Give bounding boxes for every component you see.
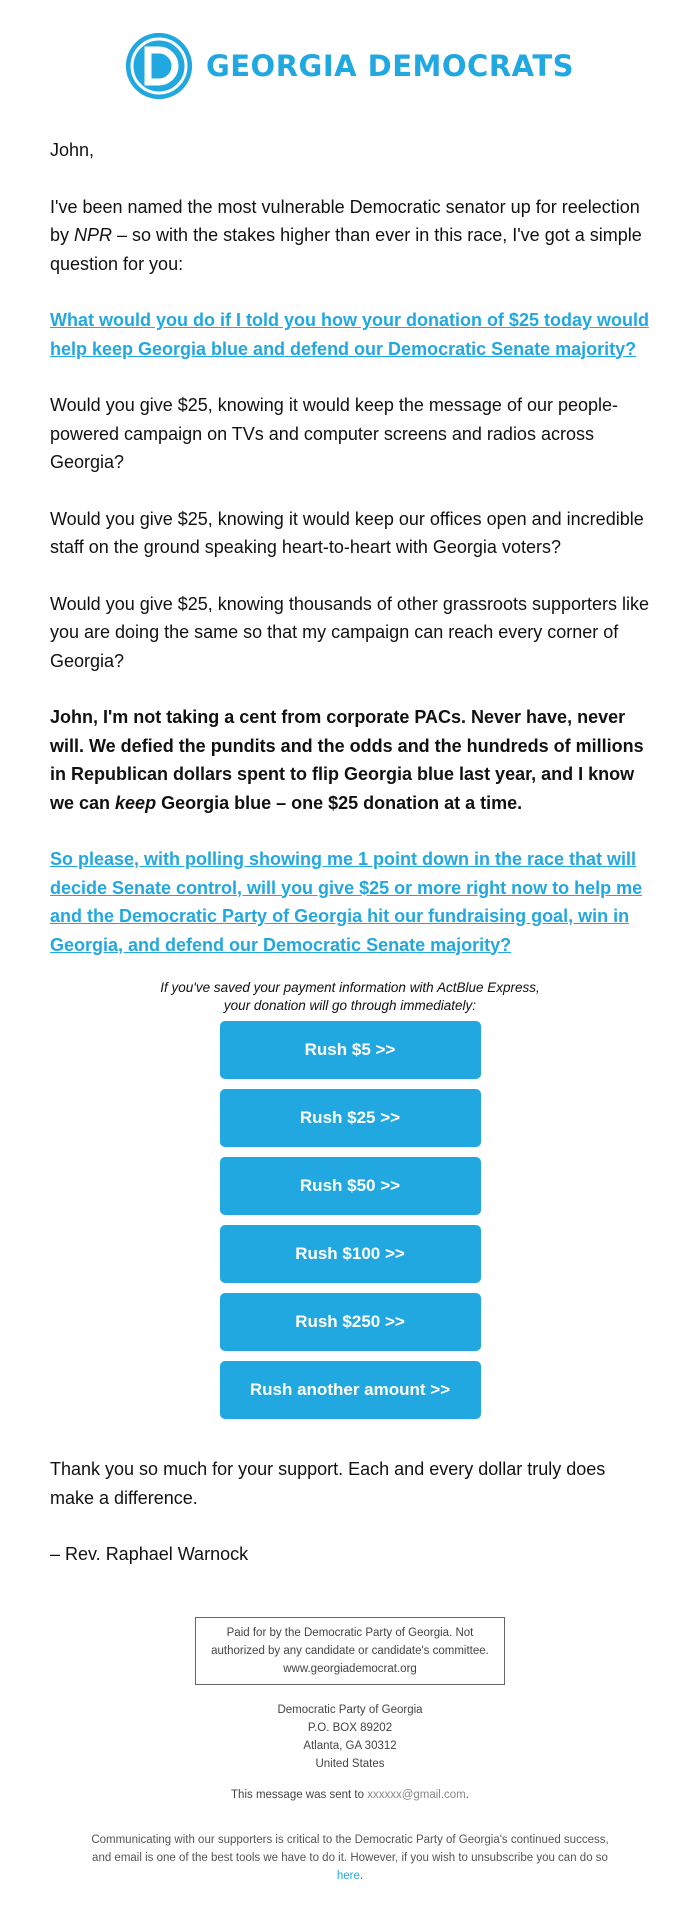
- rush-250-button[interactable]: Rush $250 >>: [220, 1293, 481, 1351]
- paid-for-disclaimer: Paid for by the Democratic Party of Georgia. Not authorized by any candidate or candidate's committee. www.georgiademocrat.org: [195, 1617, 505, 1685]
- email-header: [0, 0, 700, 136]
- rush-50-button[interactable]: Rush $50 >>: [220, 1157, 481, 1215]
- recipient-email: xxxxxx@gmail.com: [367, 1788, 466, 1801]
- keep-text: keep: [115, 792, 157, 813]
- rush-100-button[interactable]: Rush $100 >>: [220, 1225, 481, 1283]
- donation-buttons: [50, 1021, 650, 1429]
- signature: – Rev. Raphael Warnock: [50, 1544, 249, 1564]
- npr-text: NPR: [74, 225, 113, 245]
- thanks-paragraph: Thank you so much for your support. Each and every dollar truly does make a difference.: [50, 1459, 606, 1508]
- brand-name: GEORGIA DEMOCRATS: [205, 49, 575, 83]
- polling-link-paragraph: [50, 845, 650, 959]
- pacs-paragraph: John, I'm not taking a cent from corporate PACs. Never have, never will. We defied the pundits and the odds and the hundreds of millions in Republican dollars spent to flip Georgia blue last year, and I know we can keep Georgia blue – one $25 donation at a time.: [50, 707, 644, 813]
- polling-donate-link[interactable]: So please, with polling showing me 1 point down in the race that will decide Senate control, will you give $25 or more right now to help me and the Democratic Party of Georgia hit our fundraising goal, win in Georgia, and defend our Democratic Senate majority?: [50, 849, 643, 955]
- grassroots-paragraph: Would you give $25, knowing thousands of other grassroots supporters like you are doing the same so that my campaign can reach every corner of Georgia?: [50, 593, 650, 671]
- unsubscribe-notice: Communicating with our supporters is critical to the Democratic Party of Georgia's continued success, and email is one of the best tools we have to do it. However, if you wish to unsubscribe you can do so here.: [91, 1833, 609, 1882]
- democrats-d-icon: [126, 33, 192, 99]
- georgia-democrats-logo[interactable]: [126, 33, 574, 99]
- email-footer: [0, 1617, 700, 1885]
- question-link-paragraph: [50, 306, 650, 363]
- rush-25-button[interactable]: Rush $25 >>: [220, 1089, 481, 1147]
- rush-5-button[interactable]: Rush $5 >>: [220, 1021, 481, 1079]
- actblue-note: If you've saved your payment information with ActBlue Express, your donation will go through immediately:: [160, 980, 540, 1013]
- greeting: John,: [50, 140, 95, 160]
- unsubscribe-link[interactable]: here: [336, 1869, 360, 1882]
- email-body: [0, 136, 700, 1569]
- mailing-address: Democratic Party of Georgia P.O. BOX 89202 Atlanta, GA 30312 United States: [277, 1703, 423, 1770]
- paid-url: www.georgiademocrat.org: [283, 1662, 417, 1675]
- intro-paragraph: I've been named the most vulnerable Democratic senator up for reelection by NPR – so with the stakes higher than ever in this race, I've got a simple question for you:: [50, 196, 642, 274]
- rush-another-amount-button[interactable]: Rush another amount >>: [220, 1361, 481, 1419]
- donate-question-link[interactable]: What would you do if I told you how your donation of $25 today would help keep Georgia blue and defend our Democratic Senate majority?: [50, 310, 649, 359]
- tv-paragraph: Would you give $25, knowing it would keep the message of our people-powered campaign on TVs and computer screens and radios across Georgia?: [50, 395, 619, 472]
- sent-to-notice: This message was sent to xxxxxx@gmail.com.: [231, 1788, 469, 1801]
- offices-paragraph: Would you give $25, knowing it would keep our offices open and incredible staff on the ground speaking heart-to-heart with Georgia voters?: [50, 508, 644, 557]
